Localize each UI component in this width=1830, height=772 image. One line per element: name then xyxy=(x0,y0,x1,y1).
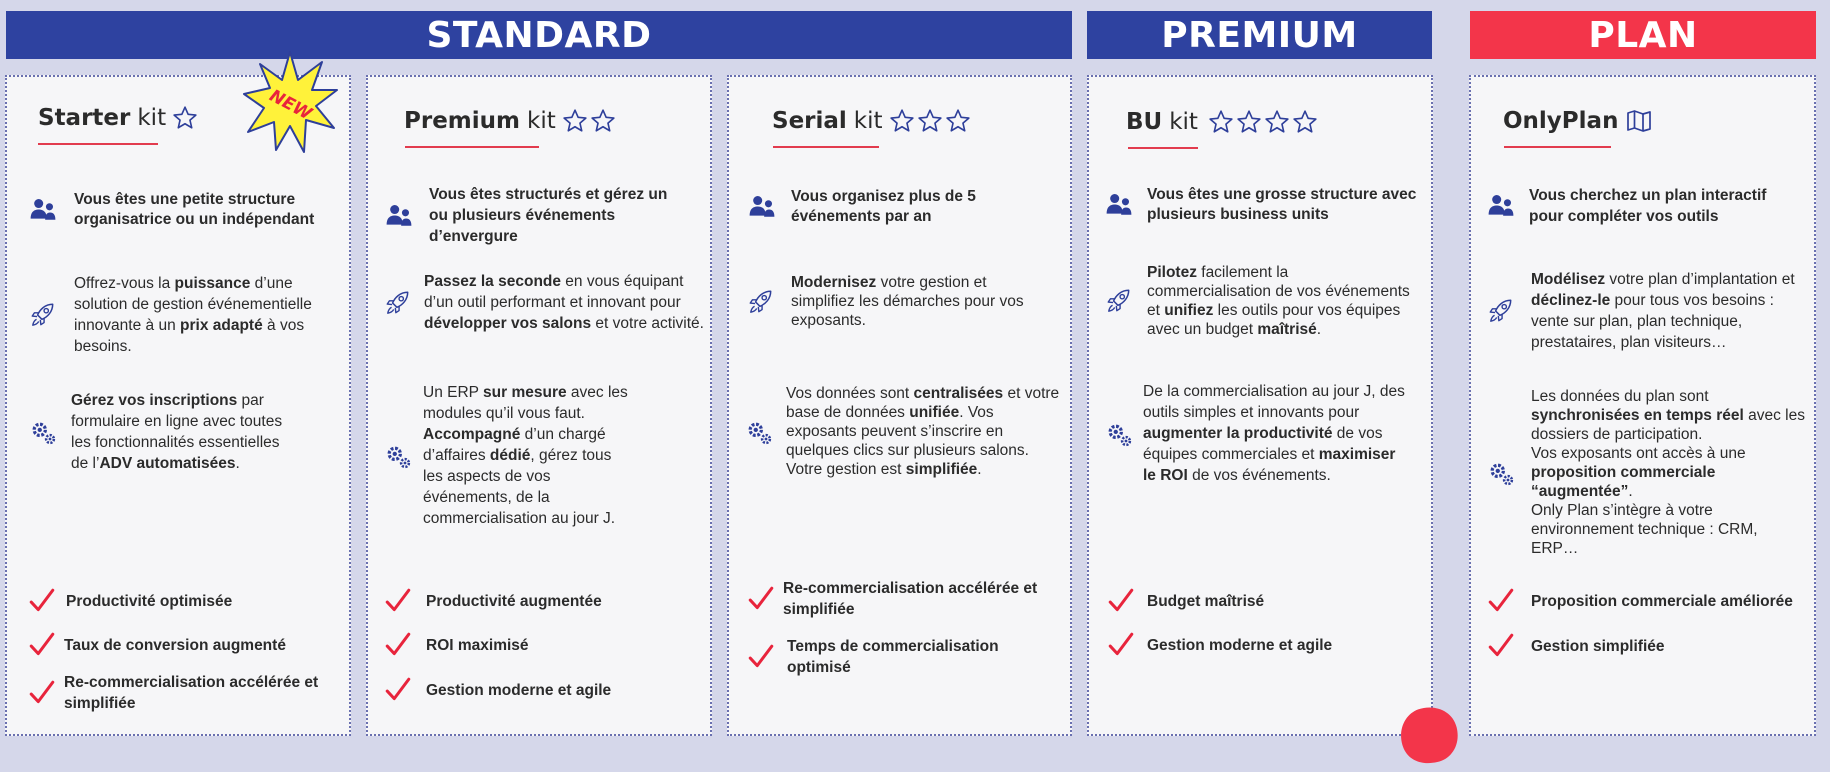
gears-icon xyxy=(745,418,773,446)
star-icon xyxy=(1208,109,1234,135)
title-underline xyxy=(773,146,879,148)
benefit-item: Temps de commercialisation optimisé xyxy=(743,636,1063,678)
benefit-item: Budget maîtrisé xyxy=(1103,587,1264,615)
audience-text: Vous cherchez un plan interactif pour compléter vos outils xyxy=(1529,187,1767,225)
check-icon xyxy=(1483,632,1519,660)
card-title-name: Premium xyxy=(404,108,520,134)
blob-shape-icon xyxy=(1398,705,1462,767)
check-icon xyxy=(24,631,60,659)
audience-text: Vous êtes une grosse structure avec plusieurs business units xyxy=(1147,186,1417,223)
title-underline xyxy=(38,143,158,145)
star-icon xyxy=(590,108,616,134)
star-icon xyxy=(1292,109,1318,135)
benefit-item: Re-commercialisation accélérée et simplifiée xyxy=(24,672,344,714)
users-icon xyxy=(29,197,57,223)
card-title-name: BU xyxy=(1126,109,1163,135)
gear-row xyxy=(1483,387,1809,558)
check-icon xyxy=(1483,587,1519,615)
benefit-item: Taux de conversion augmenté xyxy=(24,631,286,659)
benefit-item: Productivité optimisée xyxy=(24,587,232,615)
gear-text: De la commercialisation au jour J, des outils simples et innovants pour augmenter la productivité de vos équipes commerciales et maximiser le ROI de vos événements. xyxy=(1143,383,1405,484)
gear-row xyxy=(741,384,1061,479)
check-icon xyxy=(743,643,779,671)
title-underline xyxy=(405,146,539,148)
star-icon xyxy=(945,108,971,134)
card-title-suffix: kit xyxy=(1169,109,1198,135)
gears-icon xyxy=(1487,459,1515,487)
benefit-item: Re-commercialisation accélérée et simplifiée xyxy=(743,578,1063,620)
check-icon xyxy=(1103,631,1139,659)
card-title-suffix: kit xyxy=(527,108,556,134)
map-icon xyxy=(1626,108,1652,134)
star-icon xyxy=(889,108,915,134)
users-icon xyxy=(385,203,413,229)
rocket-row xyxy=(1483,269,1805,353)
gear-row xyxy=(1101,381,1411,486)
card-title-name: Starter xyxy=(38,105,131,131)
audience-row xyxy=(1483,185,1803,227)
audience-text: Vous êtes une petite structure organisatrice ou un indépendant xyxy=(74,191,315,228)
star-icon xyxy=(1236,109,1262,135)
audience-row xyxy=(1101,185,1421,225)
rocket-icon xyxy=(384,289,412,317)
badge-text: NEW xyxy=(266,85,315,125)
title-underline xyxy=(1128,147,1198,149)
card-serial-kit xyxy=(727,75,1072,736)
star-icon xyxy=(917,108,943,134)
audience-row xyxy=(381,184,681,247)
header-premium: PREMIUM xyxy=(1087,11,1432,59)
check-icon xyxy=(380,631,416,659)
check-icon xyxy=(380,587,416,615)
benefit-item: Productivité augmentée xyxy=(380,587,602,615)
gear-text: Vos données sont centralisées et votre base de données unifiée. Vos exposants peuvent s’inscrire en quelques clics sur plusieurs salons. Votre gestion est simplifiée. xyxy=(786,385,1060,478)
audience-text: Vous êtes structurés et gérez un ou plusieurs événements d’envergure xyxy=(429,186,668,245)
star-icon xyxy=(1264,109,1290,135)
users-icon xyxy=(748,194,776,220)
rocket-text: Offrez-vous la puissance d’une solution de gestion événementielle innovante à un prix adapté à vos besoins. xyxy=(74,275,312,355)
audience-row xyxy=(25,190,340,230)
check-icon xyxy=(380,676,416,704)
audience-row xyxy=(744,187,1024,227)
rocket-text: Modernisez votre gestion et simplifiez les démarches pour vos exposants. xyxy=(791,274,1024,329)
rocket-row xyxy=(380,271,705,334)
rocket-text: Pilotez facilement la commercialisation de vos événements et unifiez les outils pour vos équipes avec un budget maîtrisé. xyxy=(1147,264,1410,338)
card-title xyxy=(772,108,971,134)
rocket-icon xyxy=(747,288,775,316)
card-title xyxy=(1126,109,1318,135)
gears-icon xyxy=(384,442,412,470)
card-title xyxy=(38,105,198,131)
rocket-icon xyxy=(1105,287,1133,315)
card-premium-kit xyxy=(366,75,712,736)
card-title-suffix: kit xyxy=(137,105,167,131)
users-icon xyxy=(1105,192,1133,218)
rocket-row xyxy=(25,273,325,357)
gear-row xyxy=(25,390,295,474)
card-title-name: Serial xyxy=(772,108,847,134)
check-icon xyxy=(24,679,60,707)
new-badge xyxy=(242,50,338,159)
card-title xyxy=(404,108,616,134)
card-bu-kit xyxy=(1087,75,1433,736)
header-standard: STANDARD xyxy=(6,11,1072,59)
users-icon xyxy=(1487,193,1515,219)
star-icon xyxy=(562,108,588,134)
gear-row xyxy=(380,382,630,529)
starburst-badge-icon xyxy=(242,50,338,154)
rocket-icon xyxy=(29,301,57,329)
title-underline xyxy=(1504,146,1611,148)
benefit-item: ROI maximisé xyxy=(380,631,529,659)
gear-text: Un ERP sur mesure avec les modules qu’il vous faut. Accompagné d’un chargé d’affaires dédié, gérez tous les aspects de vos événements, de la commercialisation au jour J. xyxy=(423,384,628,527)
card-title xyxy=(1503,108,1652,134)
check-icon xyxy=(1103,587,1139,615)
rocket-text: Modélisez votre plan d’implantation et déclinez-le pour tous vos besoins : vente sur plan, plan technique, prestataires, plan visiteurs… xyxy=(1531,271,1795,351)
benefit-item: Proposition commerciale améliorée xyxy=(1483,587,1793,615)
gear-text: Les données du plan sont synchronisées en temps réel avec les dossiers de participation. Vos exposants ont accès à une proposition commerciale “augmentée”. Only Plan s’intègre à votre environnement technique : CRM, ERP… xyxy=(1531,388,1805,557)
header-plan: PLAN xyxy=(1470,11,1816,59)
rocket-text: Passez la seconde en vous équipant d’un outil performant et innovant pour développer vos salons et votre activité. xyxy=(424,273,704,332)
card-starter-kit xyxy=(5,75,351,736)
gears-icon xyxy=(1105,420,1133,448)
star-icon xyxy=(172,105,198,131)
audience-text: Vous organisez plus de 5 événements par an xyxy=(791,188,976,225)
card-onlyplan xyxy=(1469,75,1816,736)
benefit-item: Gestion moderne et agile xyxy=(380,676,611,704)
card-title-suffix: kit xyxy=(853,108,883,134)
check-icon xyxy=(24,587,60,615)
card-title-name: OnlyPlan xyxy=(1503,108,1619,134)
rocket-icon xyxy=(1487,297,1515,325)
benefit-item: Gestion moderne et agile xyxy=(1103,631,1332,659)
rocket-row xyxy=(1101,263,1411,339)
rocket-row xyxy=(743,273,1043,330)
gear-text: Gérez vos inscriptions par formulaire en ligne avec toutes les fonctionnalités essentielles de l’ADV automatisées. xyxy=(71,392,283,472)
decorative-blob xyxy=(1398,705,1462,772)
gears-icon xyxy=(29,418,57,446)
check-icon xyxy=(743,585,779,613)
benefit-item: Gestion simplifiée xyxy=(1483,632,1665,660)
